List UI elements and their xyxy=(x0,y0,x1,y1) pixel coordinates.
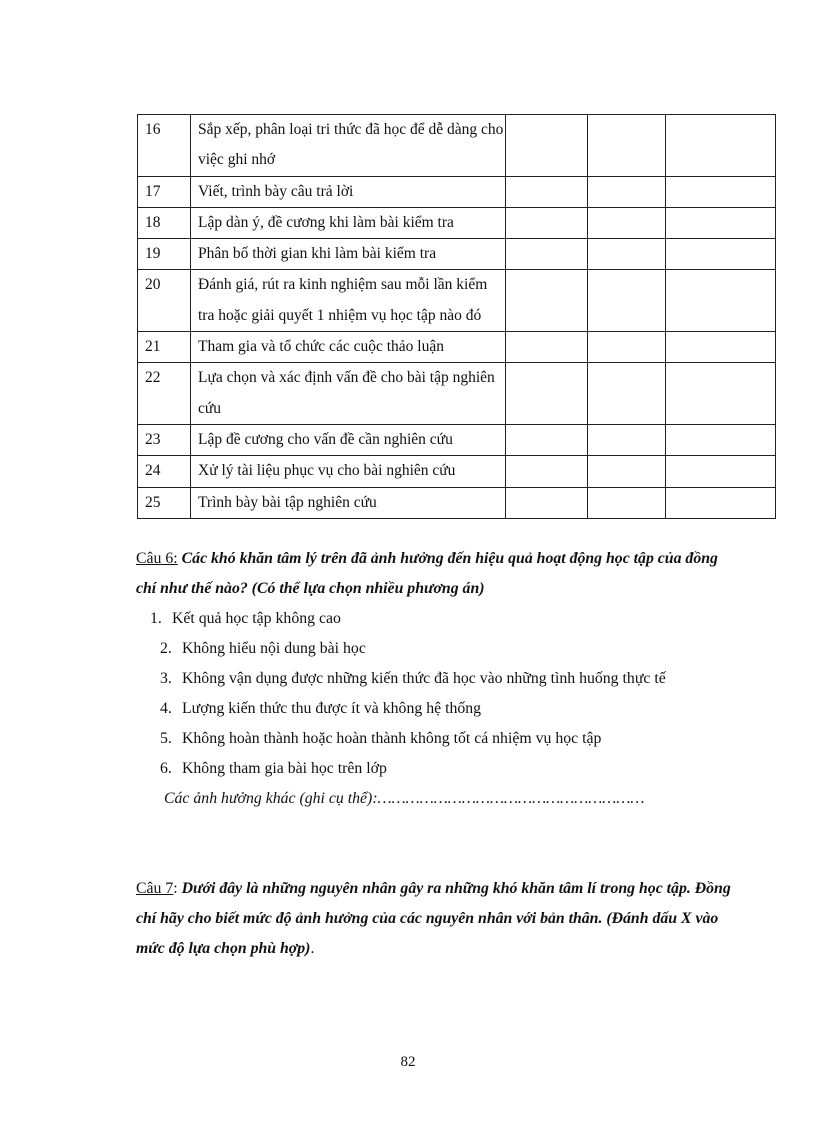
question-6 xyxy=(136,544,736,604)
table-row xyxy=(138,456,776,487)
rating-cell xyxy=(588,207,666,238)
option-text: Lượng kiến thức thu được ít và không hệ thống xyxy=(182,700,482,717)
row-item-text: Viết, trình bày câu trả lời xyxy=(191,176,506,207)
question-7 xyxy=(136,874,736,964)
rating-cell xyxy=(506,239,588,270)
option-number: 2. xyxy=(160,640,172,657)
row-item-text: Trình bày bài tập nghiên cứu xyxy=(191,487,506,518)
row-number: 19 xyxy=(138,239,191,270)
row-number: 18 xyxy=(138,207,191,238)
rating-cell xyxy=(666,207,776,238)
option-number: 6. xyxy=(160,760,172,777)
row-number: 20 xyxy=(138,270,191,332)
table-row xyxy=(138,239,776,270)
option-number: 1. xyxy=(150,610,162,627)
page-number: 82 xyxy=(400,1054,416,1070)
rating-cell xyxy=(588,363,666,425)
row-number: 25 xyxy=(138,487,191,518)
row-item-text: Lập đề cương cho vấn đề cần nghiên cứu xyxy=(191,424,506,455)
table-row xyxy=(138,363,776,425)
table-row xyxy=(138,332,776,363)
row-number: 22 xyxy=(138,363,191,425)
row-item-text: Đánh giá, rút ra kinh nghiệm sau mỗi lần kiểm tra hoặc giải quyết 1 nhiệm vụ học tập nào đó xyxy=(191,270,506,332)
option-number: 3. xyxy=(160,670,172,687)
table-row xyxy=(138,424,776,455)
rating-cell xyxy=(588,456,666,487)
row-item-text: Phân bố thời gian khi làm bài kiểm tra xyxy=(191,239,506,270)
option-item xyxy=(150,754,666,784)
rating-cell xyxy=(666,363,776,425)
row-item-text: Sắp xếp, phân loại tri thức đã học để dễ dàng cho việc ghi nhớ xyxy=(191,115,506,177)
row-number: 23 xyxy=(138,424,191,455)
option-text: Kết quả học tập không cao xyxy=(172,610,341,627)
rating-cell xyxy=(506,332,588,363)
rating-cell xyxy=(666,239,776,270)
option-number: 5. xyxy=(160,730,172,747)
option-text: Không vận dụng được những kiến thức đã học vào những tình huống thực tế xyxy=(182,670,666,687)
option-text: Không tham gia bài học trên lớp xyxy=(182,760,387,777)
option-item xyxy=(150,634,666,664)
table-row xyxy=(138,115,776,177)
rating-cell xyxy=(666,424,776,455)
table-row xyxy=(138,207,776,238)
rating-cell xyxy=(506,176,588,207)
survey-table-body xyxy=(138,115,776,519)
rating-cell xyxy=(666,115,776,177)
rating-cell xyxy=(506,424,588,455)
row-number: 16 xyxy=(138,115,191,177)
question-6-options xyxy=(150,604,666,784)
rating-cell xyxy=(666,332,776,363)
option-item xyxy=(150,694,666,724)
table-row xyxy=(138,487,776,518)
rating-cell xyxy=(588,424,666,455)
row-item-text: Lựa chọn và xác định vấn đề cho bài tập nghiên cứu xyxy=(191,363,506,425)
question-7-text: Dưới đây là những nguyên nhân gây ra những khó khăn tâm lí trong học tập. Đồng chí hãy cho biết mức độ ảnh hưởng của các nguyên nhân với bản thân. (Đánh dấu X vào mức độ lựa chọn phù hợp) xyxy=(136,880,731,957)
question-6-other: Các ảnh hưởng khác (ghi cụ thể):………………………………………………… xyxy=(164,790,645,807)
rating-cell xyxy=(506,456,588,487)
option-text: Không hiểu nội dung bài học xyxy=(182,640,366,657)
question-6-text: Các khó khăn tâm lý trên đã ảnh hưởng đến hiệu quả hoạt động học tập của đồng chí như thế nào? (Có thể lựa chọn nhiều phương án) xyxy=(136,550,718,597)
row-number: 17 xyxy=(138,176,191,207)
row-item-text: Xử lý tài liệu phục vụ cho bài nghiên cứu xyxy=(191,456,506,487)
question-7-label: Câu 7 xyxy=(136,880,174,897)
question-7-end: . xyxy=(310,940,315,957)
rating-cell xyxy=(506,207,588,238)
rating-cell xyxy=(506,363,588,425)
table-row xyxy=(138,270,776,332)
rating-cell xyxy=(588,332,666,363)
rating-cell xyxy=(506,487,588,518)
option-text: Không hoàn thành hoặc hoàn thành không tốt cá nhiệm vụ học tập xyxy=(182,730,602,747)
rating-cell xyxy=(506,115,588,177)
option-item xyxy=(150,604,666,634)
row-number: 21 xyxy=(138,332,191,363)
option-item xyxy=(150,724,666,754)
row-number: 24 xyxy=(138,456,191,487)
rating-cell xyxy=(588,115,666,177)
rating-cell xyxy=(666,270,776,332)
rating-cell xyxy=(588,239,666,270)
rating-cell xyxy=(588,487,666,518)
option-item xyxy=(150,664,666,694)
row-item-text: Lập dàn ý, đề cương khi làm bài kiểm tra xyxy=(191,207,506,238)
rating-cell xyxy=(588,270,666,332)
rating-cell xyxy=(666,176,776,207)
question-7-colon: : xyxy=(173,880,178,897)
rating-cell xyxy=(506,270,588,332)
row-item-text: Tham gia và tổ chức các cuộc thảo luận xyxy=(191,332,506,363)
rating-cell xyxy=(666,456,776,487)
rating-cell xyxy=(666,487,776,518)
question-6-label: Câu 6: xyxy=(136,550,178,567)
option-number: 4. xyxy=(160,700,172,717)
survey-table xyxy=(137,114,776,519)
rating-cell xyxy=(588,176,666,207)
table-row xyxy=(138,176,776,207)
